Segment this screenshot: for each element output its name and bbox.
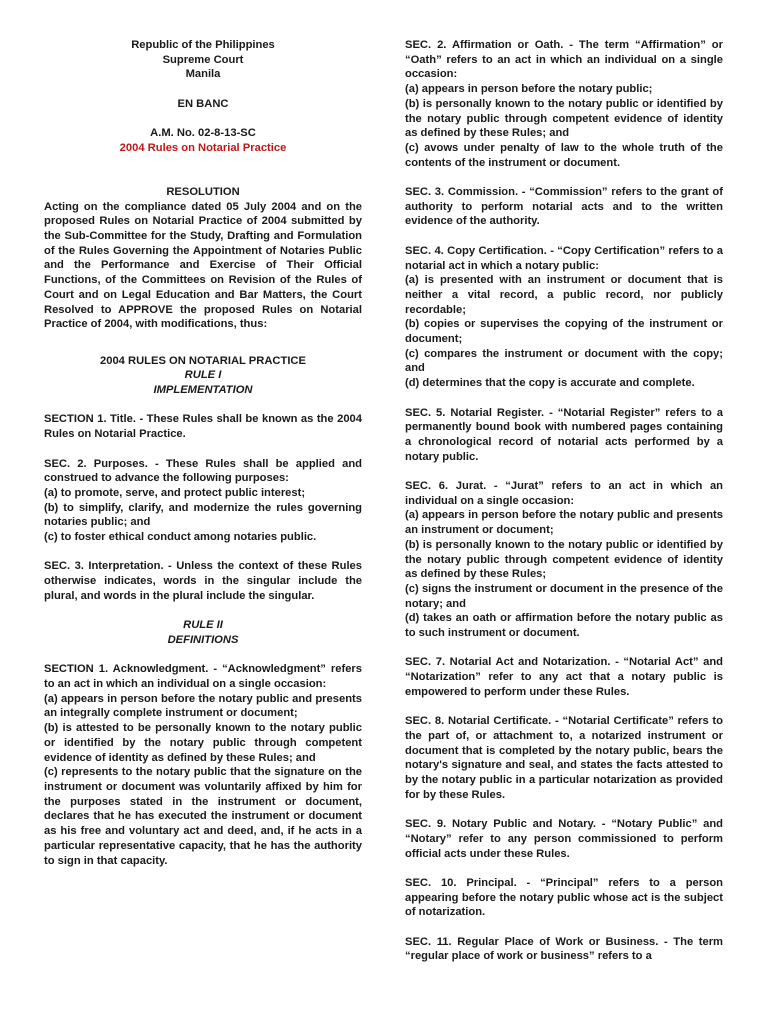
commission-section: SEC. 3. Commission. - “Commission” refers to the grant of authority to perform notarial acts and to the written evidence of the authority.: [405, 186, 723, 228]
section-3-interpretation: SEC. 3. Interpretation. - Unless the context of these Rules otherwise indicates, words in the singular include the plural, and words in the plural include the singular.: [44, 560, 362, 602]
notarial-register-section: SEC. 5. Notarial Register. - “Notarial Register” refers to a permanently bound book with numbered pages containing a chronological record of notarial acts performed by a notary public.: [405, 406, 723, 463]
rules-heading: 2004 RULES ON NOTARIAL PRACTICE: [100, 354, 306, 367]
resolution-heading: RESOLUTION: [166, 185, 240, 198]
en-banc: EN BANC: [177, 97, 229, 110]
acknowledgment-intro: SECTION 1. Acknowledgment. - “Acknowledgment” refers to an act in which an individual on a single occasion:: [44, 663, 362, 691]
acknowledgment-item: (c) represents to the notary public that the signature on the instrument or document was voluntarily affixed by him for the purposes stated in the instrument or document, declares that he has executed the instrument or document as his free and voluntary act and deed, and, if he acts in a particular representative capacity, that he has the authority to sign in that capacity.: [44, 766, 362, 867]
jurat-item: (b) is personally known to the notary public or identified by the notary public through competent evidence of identity as defined by these Rules;: [405, 538, 723, 581]
jurat-item: (d) takes an oath or affirmation before the notary public as to such instrument or document.: [405, 612, 723, 640]
rule-1-label: RULE I: [184, 369, 222, 382]
place-of-work-section: SEC. 11. Regular Place of Work or Business. - The term “regular place of work or business” refers to a: [405, 935, 723, 963]
section-1-title: SECTION 1. Title. - These Rules shall be known as the 2004 Rules on Notarial Practice.: [44, 413, 362, 441]
copy-certification-intro: SEC. 4. Copy Certification. - “Copy Certification” refers to a notarial act in which a notary public:: [405, 244, 723, 272]
acknowledgment-item: (a) appears in person before the notary public and presents an integrally complete instrument or document;: [44, 692, 362, 720]
country-line: Republic of the Philippines: [131, 39, 275, 51]
left-column: [44, 38, 362, 868]
notarial-certificate-section: SEC. 8. Notarial Certificate. - “Notarial Certificate” refers to the part of, or attachment to, a notarized instrument or document that is completed by the notary public, bears the notary's signature and seal, and states the facts attested to by the notary public in a particular notarization as provided for by these Rules.: [405, 715, 723, 801]
affirmation-item: (c) avows under penalty of law to the whole truth of the contents of the instrument or document.: [405, 141, 723, 169]
principal-section: SEC. 10. Principal. - “Principal” refers to a person appearing before the notary public whose act is the subject of notarization.: [405, 876, 723, 919]
notary-public-section: SEC. 9. Notary Public and Notary. - “Notary Public” and “Notary” refer to any person commissioned to perform official acts under these Rules.: [405, 818, 723, 860]
rule-2-label: RULE II: [183, 619, 223, 632]
affirmation-item: (a) appears in person before the notary public;: [405, 83, 653, 96]
purpose-item: (a) to promote, serve, and protect public interest;: [44, 486, 306, 499]
rule-2-name: DEFINITIONS: [167, 633, 239, 646]
court-line: Supreme Court: [162, 53, 244, 66]
jurat-item: (c) signs the instrument or document in the presence of the notary; and: [405, 582, 723, 610]
jurat-intro: SEC. 6. Jurat. - “Jurat” refers to an act in which an individual on a single occasion:: [405, 480, 723, 507]
purpose-item: (c) to foster ethical conduct among notaries public.: [44, 531, 317, 544]
copy-certification-item: (a) is presented with an instrument or document that is neither a vital record, a public record, nor publicly recordable;: [405, 274, 723, 316]
affirmation-intro: SEC. 2. Affirmation or Oath. - The term “Affirmation” or “Oath” refers to an act in which an individual on a single occasion:: [405, 39, 723, 81]
acknowledgment-item: (b) is attested to be personally known to the notary public or identified by the notary public through competent evidence of identity as defined by these Rules; and: [44, 722, 362, 764]
resolution-text: Acting on the compliance dated 05 July 2004 and on the proposed Rules on Notarial Practice of 2004 submitted by the Sub-Committee for the Study, Drafting and Formulation of the Rules Governing the Appointment of Notaries Public and the Performance and Exercise of Their Official Functions, of the Committees on Revision of the Rules of Court and on Legal Education and Bar Matters, the Court Resolved to APPROVE the proposed Rules on Notarial Practice of 2004, with modifications, thus:: [44, 200, 362, 331]
copy-certification-item: (b) copies or supervises the copying of the instrument or document;: [405, 318, 723, 346]
rule-1-name: IMPLEMENTATION: [153, 384, 253, 397]
copy-certification-item: (c) compares the instrument or document with the copy; and: [405, 347, 723, 375]
affirmation-item: (b) is personally known to the notary public or identified by the notary public through competent evidence of identity as defined by these Rules; and: [405, 97, 723, 140]
rules-title: 2004 Rules on Notarial Practice: [119, 141, 287, 154]
right-column: [405, 38, 723, 979]
notarial-act-section: SEC. 7. Notarial Act and Notarization. - “Notarial Act” and “Notarization” refer to any act that a notary public is empowered to perform under these Rules.: [405, 656, 723, 698]
section-2-purposes-intro: SEC. 2. Purposes. - These Rules shall be applied and construed to advance the following purposes:: [44, 457, 362, 485]
purpose-item: (b) to simplify, clarify, and modernize the rules governing notaries public; and: [44, 501, 362, 529]
am-number: A.M. No. 02-8-13-SC: [150, 127, 256, 140]
copy-certification-item: (d) determines that the copy is accurate and complete.: [405, 377, 695, 390]
jurat-item: (a) appears in person before the notary public and presents an instrument or document;: [405, 509, 723, 537]
city-line: Manila: [185, 68, 221, 81]
